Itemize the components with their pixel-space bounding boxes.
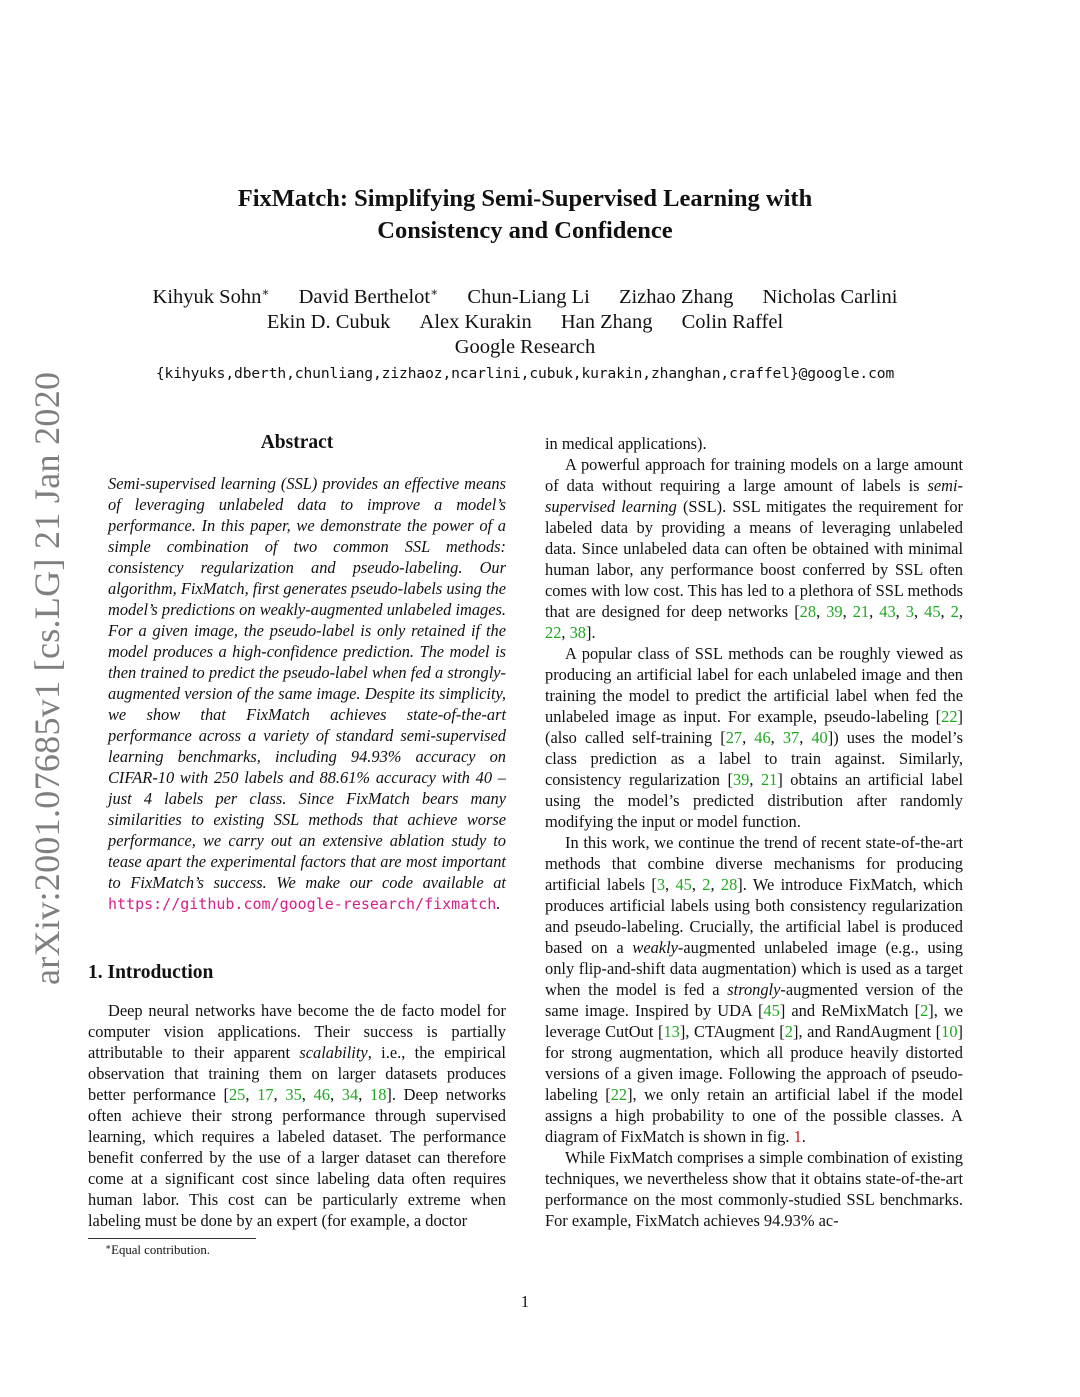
text-span: ], CTAugment [ (679, 1022, 785, 1041)
citation-link[interactable]: 37 (782, 728, 800, 747)
italic-span: weakly (632, 938, 678, 957)
citation-link[interactable]: 38 (569, 623, 586, 642)
citation-link[interactable]: 28 (799, 602, 817, 621)
citation-link[interactable]: 13 (663, 1022, 680, 1041)
author-block (100, 285, 950, 360)
intro-paragraph-2: A powerful approach for training models on a large amount of data without requiring a large amount of labels is semi-supervised learning (SSL). SSL mitigates the requirement for labeled data by providing a means of leveraging unlabeled data. Since unlabeled data can often be obtained with minimal human labor, any performance boost conferred by SSL often comes with low cost. This has led to a plethora of SSL methods that are designed for deep networks [28, 39, 21, 43, 3, 45, 2, 22, 38]. (545, 455, 963, 642)
intro-paragraph-4: In this work, we continue the trend of recent state-of-the-art methods that combine diverse mechanisms for producing artificial labels [3, 45, 2, 28]. We introduce FixMatch, which produces artificial labels using both consistency regularization and pseudo-labeling. Crucially, the artificial label is produced based on a weakly-augmented unlabeled image (e.g., using only flip-and-shift data augmentation) which is used as a target when the model is fed a strongly-augmented version of the same image. Inspired by UDA [45] and ReMixMatch [2], we leverage CutOut [13], CTAugment [2], and RandAugment [10] for strong augmentation, which all produce heavily distorted versions of a given image. Following the approach of pseudo-labeling [22], we only retain an artificial label if the model assigns a high probability to one of the possible classes. A diagram of FixMatch is shown in fig. 1. (545, 833, 964, 1146)
left-column (88, 430, 506, 1231)
citation-link[interactable]: 3 (905, 602, 914, 621)
text-span: A powerful approach for training models on a large amount of data without requiring a large amount of labels is (545, 455, 963, 495)
citation-link[interactable]: 39 (826, 602, 843, 621)
citation-link[interactable]: 45 (924, 602, 941, 621)
author (153, 286, 270, 308)
title-line-1: FixMatch: Simplifying Semi-Supervised Learning with (237, 185, 813, 212)
italic-span: strongly (727, 980, 781, 999)
intro-paragraph-5: While FixMatch comprises a simple combination of existing techniques, we nevertheless show that it obtains state-of-the-art performance on the most commonly-studied SSL benchmarks. For example, FixMatch achieves 94.93% ac- (545, 1148, 963, 1230)
text-span: . (801, 1127, 806, 1146)
equal-contribution-mark: ∗ (261, 285, 270, 299)
intro-paragraph-3: A popular class of SSL methods can be roughly viewed as producing an artificial label for each unlabeled image and then training the model to predict the artificial label when fed the unlabeled image as input. For example, pseudo-labeling [22] (also called self-training [27, 46, 37, 40]) uses the model’s class prediction as a label to train against. Similarly, consistency regularization [39, 21] obtains an artificial label using the model’s predicted distribution after randomly modifying the input or model function. (545, 644, 963, 831)
author-line-2 (100, 310, 950, 335)
text-span: ] (also called self-training [ (545, 707, 963, 747)
citation-link[interactable]: 10 (941, 1022, 958, 1041)
citation-link[interactable]: 28 (720, 875, 738, 894)
text-span: A popular class of SSL methods can be roughly viewed as producing an artificial label for each unlabeled image and then training the model to predict the artificial label when fed the unlabeled image as input. For example, pseudo-labeling [ (545, 644, 963, 726)
text-span: , i.e., the empirical observation that training them on larger datasets produces better performance [ (88, 1043, 506, 1104)
citation-link[interactable]: 22 (941, 707, 958, 726)
citation-link[interactable]: 2 (784, 1022, 793, 1041)
italic-span: scalability (299, 1043, 368, 1062)
author-name: Zizhao Zhang (618, 286, 734, 308)
text-span: ], we leverage CutOut [ (545, 1001, 964, 1041)
text-span: ], we only retain an artificial label if the model assigns a high probability to one of the possible classes. A diagram of FixMatch is shown in fig. (545, 1085, 963, 1146)
author-name: Ekin D. Cubuk (266, 311, 391, 333)
page-number: 1 (520, 1292, 530, 1311)
citation-link[interactable]: 45 (763, 1001, 780, 1020)
citation-link[interactable]: 25 (228, 1085, 246, 1104)
citation-link[interactable]: 17 (257, 1085, 274, 1104)
text-span: ], and RandAugment [ (792, 1022, 942, 1041)
author-name: Han Zhang (560, 311, 653, 333)
citation-link[interactable]: 27 (725, 728, 743, 747)
citation-link[interactable]: 21 (760, 770, 778, 789)
footnote-text: Equal contribution. (111, 1243, 210, 1257)
author-name: Kihyuk Sohn (152, 286, 262, 308)
author-name: Alex Kurakin (419, 311, 532, 333)
arxiv-identifier-stamp: arXiv:2001.07685v1 [cs.LG] 21 Jan 2020 (27, 371, 67, 985)
citation-link[interactable]: 46 (754, 728, 771, 747)
italic-span: semi-supervised learning (545, 476, 963, 516)
equal-contribution-mark: ∗ (430, 285, 439, 299)
text-span: -augmented unlabeled image (e.g., using only flip-and-shift data augmentation) which is used as a target when the model is fed a (545, 938, 964, 999)
citation-link[interactable]: 45 (675, 875, 692, 894)
affiliation: Google Research (454, 336, 596, 358)
text-span: (SSL). SSL mitigates the requirement for labeled data by providing a means of leveraging unlabeled data. Since unlabeled data can often be obtained with minimal human labor, any performance boost conferred by SSL often comes with low cost. This has led to a plethora of SSL methods that are designed for deep networks [ (545, 497, 963, 621)
text-span: ]. (585, 623, 596, 642)
citation-link[interactable]: 43 (879, 602, 896, 621)
citation-link[interactable]: 22 (610, 1085, 628, 1104)
citation-link[interactable]: 21 (852, 602, 870, 621)
citation-link[interactable]: 3 (656, 875, 666, 894)
citation-link[interactable]: 34 (341, 1085, 359, 1104)
footnote-divider (88, 1238, 256, 1239)
citation-link[interactable]: 2 (950, 602, 959, 621)
right-column (545, 433, 963, 1231)
author-name: Colin Raffel (681, 311, 784, 333)
citation-link[interactable]: 40 (811, 728, 828, 747)
author-name: Nicholas Carlini (762, 286, 898, 308)
abstract-heading: Abstract (260, 432, 334, 453)
footnote-mark: ∗ (105, 1242, 112, 1252)
author (299, 286, 439, 308)
title-line-2: Consistency and Confidence (377, 217, 673, 244)
text-span: ] and ReMixMatch [ (779, 1001, 921, 1020)
intro-paragraph-1: Deep neural networks have become the de facto model for computer vision applications. Their success is partially attributable to their apparent scalability, i.e., the empirical observation that training them on larger datasets produces better performance [25, 17, 35, 46, 34, 18]. Deep networks often achieve their strong performance through supervised learning, which requires a labeled dataset. The performance benefit conferred by the use of a larger dataset can therefore come at a significant cost since labeling data often requires human labor. This cost can be particularly extreme when labeling must be done by an expert (for example, a doctor (88, 1001, 507, 1230)
author-name: David Berthelot (298, 286, 431, 308)
abstract-body: Semi-supervised learning (SSL) provides an effective means of leveraging unlabeled data to improve a model’s performance. In this paper, we demonstrate the power of a simple combination of two common SSL methods: consistency regularization and pseudo-labeling. Our algorithm, FixMatch, first generates pseudo-labels using the model’s predictions on weakly-augmented unlabeled images. For a given image, the pseudo-label is only retained if the model produces a high-confidence prediction. The model is then trained to predict the pseudo-label when fed a strongly-augmented version of the same image. Despite its simplicity, we show that FixMatch achieves state-of-the-art performance across a variety of standard semi-supervised learning benchmarks, including 94.93% accuracy on CIFAR-10 with 250 labels and 88.61% accuracy with 40 – just 4 labels per class. Since FixMatch bears many similarities to existing SSL methods that achieve worse performance, we carry out an extensive ablation study to tease apart the experimental factors that are most important to FixMatch’s success. We make our code available at (108, 474, 506, 892)
citation-link[interactable]: 46 (313, 1085, 330, 1104)
citation-link[interactable]: 35 (285, 1085, 302, 1104)
citation-link[interactable]: 2 (920, 1001, 929, 1020)
text-span: ] obtains an artificial label using the model’s predicted distribution after randomly modifying the input or model function. (545, 770, 963, 831)
text-span: ] for strong augmentation, which all produce heavily distorted versions of a given image. Following the approach of pseudo-labeling [ (545, 1022, 963, 1104)
text-span: -augmented version of the same image. Inspired by UDA [ (545, 980, 964, 1020)
text-span: ]) uses the model’s class prediction as a label to train against. Similarly, consistency regularization [ (545, 728, 963, 789)
citation-link[interactable]: 39 (732, 770, 750, 789)
author-emails: {kihyuks,dberth,chunliang,zizhaoz,ncarlini,cubuk,kurakin,zhanghan,craffel}@google.com (155, 365, 895, 382)
citation-link[interactable]: 22 (545, 623, 562, 642)
introduction-heading: 1. Introduction (88, 962, 214, 983)
continued-text: in medical applications). (545, 434, 707, 453)
author-line-1 (100, 285, 950, 310)
code-link[interactable]: https://github.com/google-research/fixmatch (108, 895, 497, 913)
text-span: Deep neural networks have become the de facto model for computer vision applications. Their success is partially attributable to their apparent (88, 1001, 506, 1062)
author-name: Chun-Liang Li (467, 286, 590, 308)
text-span: ]. We introduce FixMatch, which produces artificial labels using both consistency regularization and pseudo-labeling. Crucially, the artificial label is produced based on a (545, 875, 964, 957)
text-span: In this work, we continue the trend of recent state-of-the-art methods that combine diverse mechanisms for producing artificial labels [ (545, 833, 963, 894)
text-span: ]. Deep networks often achieve their strong performance through supervised learning, which requires a labeled dataset. The performance benefit conferred by the use of a larger dataset can therefore come at a significant cost since labeling data often requires human labor. This cost can be particularly extreme when labeling must be done by an expert (for example, a doctor (88, 1085, 507, 1230)
citation-link[interactable]: 2 (702, 875, 711, 894)
figure-reference-link[interactable]: 1 (793, 1127, 802, 1146)
abstract-end: . (496, 894, 501, 913)
paper-title (140, 183, 910, 247)
abstract-text (88, 473, 506, 915)
footnote (105, 1242, 210, 1258)
citation-link[interactable]: 18 (370, 1085, 387, 1104)
